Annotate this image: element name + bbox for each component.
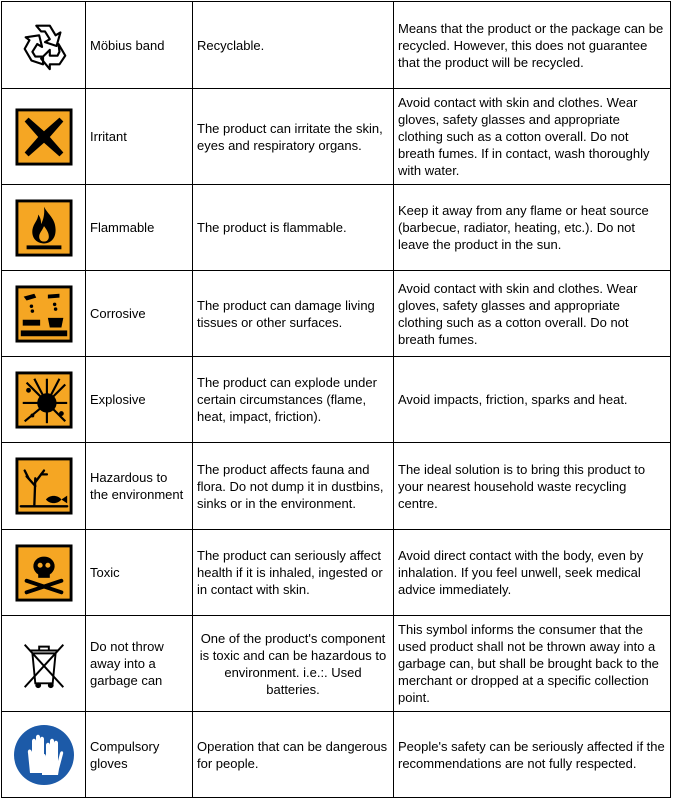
symbol-meaning: Recyclable.: [193, 2, 394, 89]
symbol-name: Compulsory gloves: [86, 712, 193, 798]
symbol-cell: [2, 271, 86, 357]
symbol-name: Explosive: [86, 357, 193, 443]
dead-tree-fish-icon: [15, 457, 73, 515]
table-row: [2, 712, 671, 798]
symbol-advice: Means that the product or the package can be recycled. However, this does not guarantee that the product will be recycled.: [394, 2, 671, 89]
symbol-name: Toxic: [86, 530, 193, 616]
symbol-name: Corrosive: [86, 271, 193, 357]
crossed-out-bin-icon: [16, 635, 72, 693]
symbol-name: Hazardous to the environment: [86, 443, 193, 530]
symbol-name: Flammable: [86, 185, 193, 271]
symbol-cell: [2, 89, 86, 185]
symbol-name: Möbius band: [86, 2, 193, 89]
symbol-name: Irritant: [86, 89, 193, 185]
table-row: [2, 443, 671, 530]
symbol-meaning: The product is flammable.: [193, 185, 394, 271]
irritant-x-icon: [15, 108, 73, 166]
table-row: [2, 271, 671, 357]
symbol-advice: Avoid impacts, friction, sparks and heat.: [394, 357, 671, 443]
table-row: [2, 357, 671, 443]
recycle-icon: [15, 16, 73, 74]
symbol-name: Do not throw away into a garbage can: [86, 616, 193, 712]
symbol-meaning: The product can irritate the skin, eyes and respiratory organs.: [193, 89, 394, 185]
symbol-cell: [2, 357, 86, 443]
symbol-advice: The ideal solution is to bring this product to your nearest household waste recycling centre.: [394, 443, 671, 530]
symbol-meaning: The product can damage living tissues or other surfaces.: [193, 271, 394, 357]
symbol-meaning: One of the product's component is toxic and can be hazardous to environment. i.e.:. Used batteries.: [193, 616, 394, 712]
symbol-meaning: The product can explode under certain circumstances (flame, heat, impact, friction).: [193, 357, 394, 443]
symbol-cell: [2, 443, 86, 530]
symbol-meaning: The product affects fauna and flora. Do not dump it in dustbins, sinks or in the environment.: [193, 443, 394, 530]
table-row: [2, 2, 671, 89]
symbol-advice: Keep it away from any flame or heat source (barbecue, radiator, heating, etc.). Do not leave the product in the sun.: [394, 185, 671, 271]
symbol-cell: [2, 712, 86, 798]
corrosive-icon: [15, 285, 73, 343]
symbol-advice: Avoid direct contact with the body, even by inhalation. If you feel unwell, seek medical advice immediately.: [394, 530, 671, 616]
symbol-meaning: The product can seriously affect health if it is inhaled, ingested or in contact with skin.: [193, 530, 394, 616]
symbol-advice: People's safety can be seriously affected if the recommendations are not fully respected.: [394, 712, 671, 798]
symbol-advice: This symbol informs the consumer that the used product shall not be thrown away into a garbage can, but shall be brought back to the merchant or dropped at a specific collection point.: [394, 616, 671, 712]
table-row: [2, 530, 671, 616]
explosive-icon: [15, 371, 73, 429]
skull-crossbones-icon: [15, 544, 73, 602]
table-row: [2, 185, 671, 271]
symbol-cell: [2, 530, 86, 616]
hazard-symbols-table: [1, 1, 671, 798]
symbol-advice: Avoid contact with skin and clothes. Wear gloves, safety glasses and appropriate clothing such as a cotton overall. Do not breath fumes. If in contact, wash thoroughly with water.: [394, 89, 671, 185]
flame-icon: [15, 199, 73, 257]
symbol-cell: [2, 616, 86, 712]
table-row: [2, 616, 671, 712]
symbol-meaning: Operation that can be dangerous for people.: [193, 712, 394, 798]
table-row: [2, 89, 671, 185]
symbol-advice: Avoid contact with skin and clothes. Wear gloves, safety glasses and appropriate clothing such as a cotton overall. Do not breath fumes.: [394, 271, 671, 357]
symbol-cell: [2, 2, 86, 89]
gloves-icon: [12, 723, 76, 787]
symbol-cell: [2, 185, 86, 271]
